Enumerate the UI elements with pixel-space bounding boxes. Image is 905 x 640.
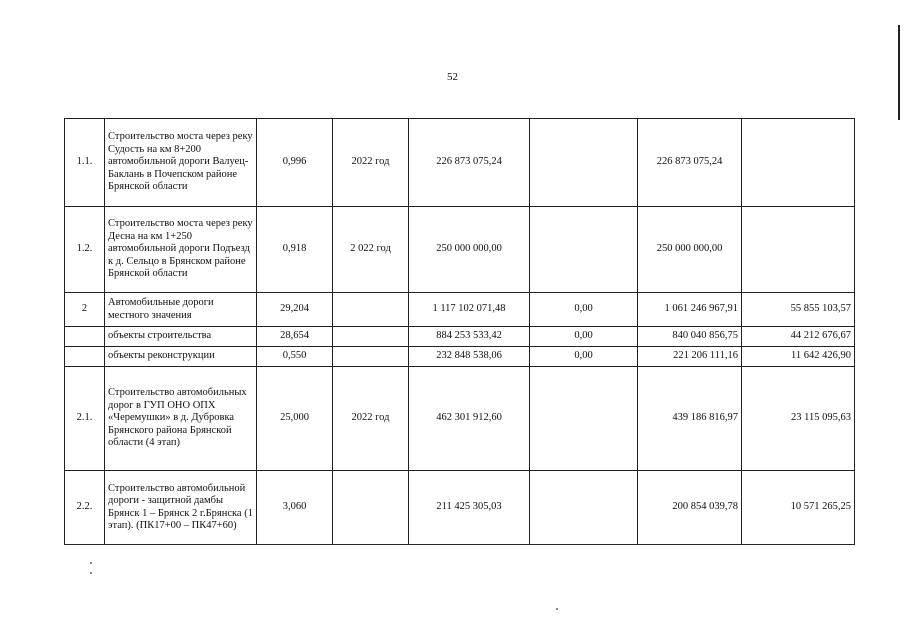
table-row	[65, 293, 855, 327]
total-amount: 462 301 912,60	[409, 367, 530, 471]
local-amount	[742, 207, 855, 293]
row-number	[65, 327, 105, 347]
object-name: Автомобильные дороги местного значения	[105, 293, 257, 327]
total-amount: 884 253 533,42	[409, 327, 530, 347]
length-km: 25,000	[257, 367, 333, 471]
page-number: 52	[447, 71, 458, 83]
completion-year: 2022 год	[333, 119, 409, 207]
object-name: Строительство автомобильной дороги - защитной дамбы Брянск 1 – Брянск 2 г.Брянска (1 этап). (ПК17+00 – ПК47+60)	[105, 471, 257, 545]
table-row	[65, 367, 855, 471]
total-amount: 1 117 102 071,48	[409, 293, 530, 327]
regional-amount: 200 854 039,78	[638, 471, 742, 545]
object-name: объекты строительства	[105, 327, 257, 347]
total-amount: 250 000 000,00	[409, 207, 530, 293]
local-amount: 10 571 265,25	[742, 471, 855, 545]
row-number: 2	[65, 293, 105, 327]
length-km: 0,918	[257, 207, 333, 293]
local-amount: 11 642 426,90	[742, 347, 855, 367]
row-number: 2.2.	[65, 471, 105, 545]
object-name: Строительство моста через реку Судость на км 8+200 автомобильной дороги Валуец-Баклань в Почепском районе Брянской области	[105, 119, 257, 207]
regional-amount: 250 000 000,00	[638, 207, 742, 293]
completion-year	[333, 327, 409, 347]
local-amount: 55 855 103,57	[742, 293, 855, 327]
completion-year	[333, 471, 409, 545]
federal-amount	[530, 471, 638, 545]
federal-amount: 0,00	[530, 347, 638, 367]
federal-amount: 0,00	[530, 293, 638, 327]
object-name: Строительство автомобильных дорог в ГУП ОНО ОПХ «Черемушки» в д. Дубровка Брянского района Брянской области (4 этап)	[105, 367, 257, 471]
federal-amount	[530, 367, 638, 471]
object-name: Строительство моста через реку Десна на км 1+250 автомобильной дороги Подъезд к д. Сельцо в Брянском районе Брянской области	[105, 207, 257, 293]
total-amount: 226 873 075,24	[409, 119, 530, 207]
table-body	[65, 119, 855, 545]
table-row	[65, 471, 855, 545]
table-row	[65, 327, 855, 347]
scan-speck	[556, 608, 558, 610]
local-amount	[742, 119, 855, 207]
completion-year	[333, 347, 409, 367]
table-row	[65, 347, 855, 367]
federal-amount: 0,00	[530, 327, 638, 347]
length-km: 3,060	[257, 471, 333, 545]
total-amount: 211 425 305,03	[409, 471, 530, 545]
budget-table	[64, 118, 855, 545]
length-km: 0,996	[257, 119, 333, 207]
completion-year: 2022 год	[333, 367, 409, 471]
local-amount: 23 115 095,63	[742, 367, 855, 471]
table-row	[65, 119, 855, 207]
regional-amount: 226 873 075,24	[638, 119, 742, 207]
federal-amount	[530, 119, 638, 207]
completion-year: 2 022 год	[333, 207, 409, 293]
federal-amount	[530, 207, 638, 293]
scan-speck	[90, 572, 92, 574]
regional-amount: 221 206 111,16	[638, 347, 742, 367]
row-number: 2.1.	[65, 367, 105, 471]
scan-speck	[90, 562, 92, 564]
row-number	[65, 347, 105, 367]
scan-edge-line	[898, 25, 900, 120]
regional-amount: 439 186 816,97	[638, 367, 742, 471]
length-km: 28,654	[257, 327, 333, 347]
row-number: 1.2.	[65, 207, 105, 293]
completion-year	[333, 293, 409, 327]
object-name: объекты реконструкции	[105, 347, 257, 367]
length-km: 29,204	[257, 293, 333, 327]
regional-amount: 1 061 246 967,91	[638, 293, 742, 327]
local-amount: 44 212 676,67	[742, 327, 855, 347]
regional-amount: 840 040 856,75	[638, 327, 742, 347]
length-km: 0,550	[257, 347, 333, 367]
row-number: 1.1.	[65, 119, 105, 207]
table-row	[65, 207, 855, 293]
total-amount: 232 848 538,06	[409, 347, 530, 367]
